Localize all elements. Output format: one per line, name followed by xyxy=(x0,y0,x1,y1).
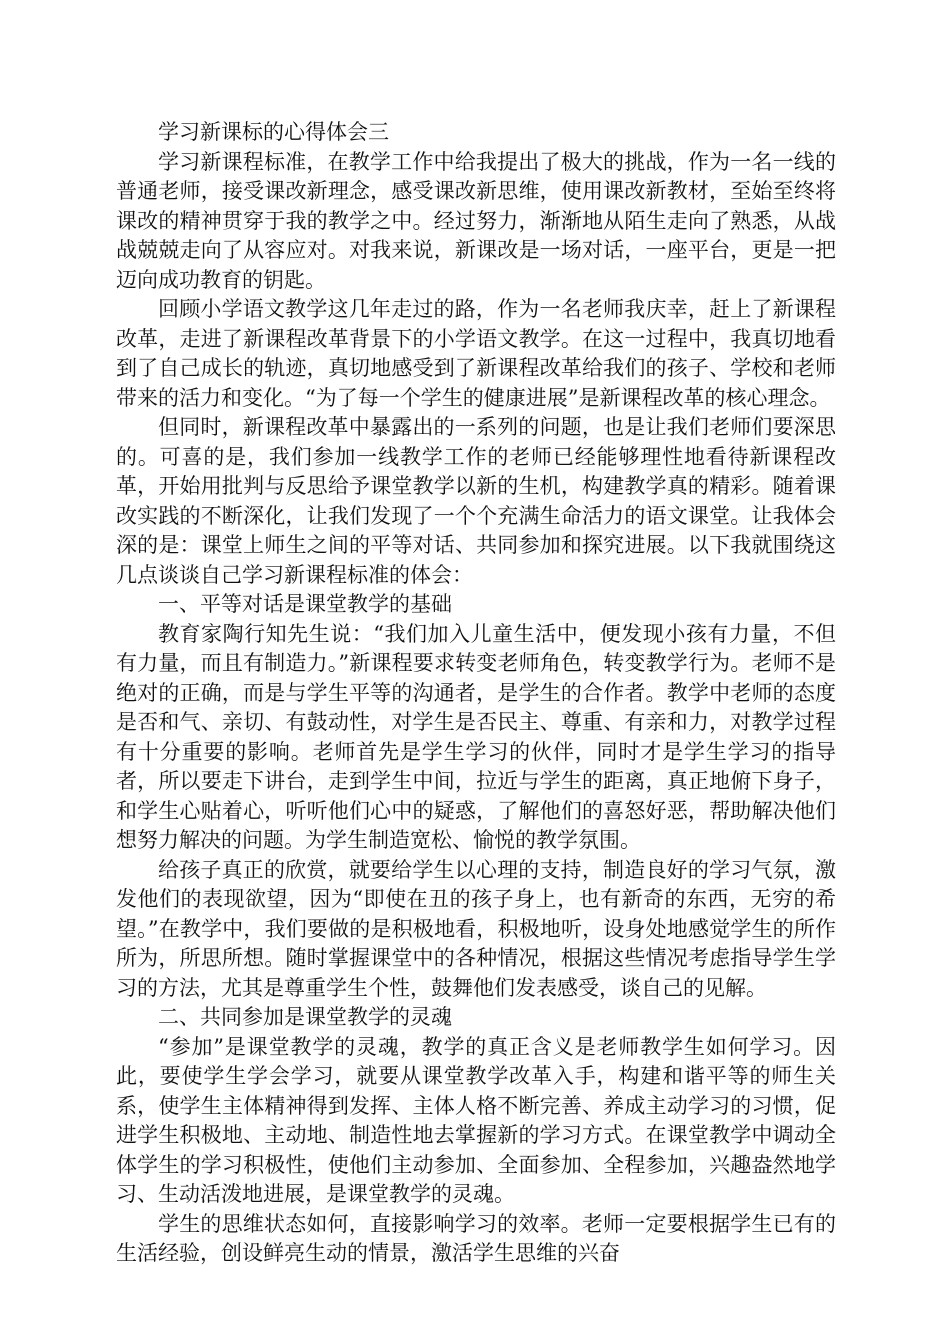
paragraph: 学生的思维状态如何，直接影响学习的效率。老师一定要根据学生已有的生活经验，创设鲜亮生动的情景，激活学生思维的兴奋 xyxy=(116,1211,836,1265)
section-heading: 一、平等对话是课堂教学的基础 xyxy=(158,592,452,616)
paragraph: 学习新课程标准，在教学工作中给我提出了极大的挑战，作为一名一线的普通老师，接受课改新理念，感受课改新思维，使用课改新教材，至始至终将课改的精神贯穿于我的教学之中。经过努力，渐渐地从陌生走向了熟悉，从战战兢兢走向了从容应对。对我来说，新课改是一场对话，一座平台，更是一把迈向成功教育的钥匙。 xyxy=(116,149,836,292)
section-heading: 二、共同参加是课堂教学的灵魂 xyxy=(158,1005,452,1029)
paragraph: “参加”是课堂教学的灵魂，教学的真正含义是老师教学生如何学习。因此，要使学生学会学习，就要从课堂教学改革入手，构建和谐平等的师生关系，使学生主体精神得到发挥、主体人格不断完善、养成主动学习的习惯，促进学生积极地、主动地、制造性地去掌握新的学习方式。在课堂教学中调动全体学生的学习积极性，使他们主动参加、全面参加、全程参加，兴趣盎然地学习、生动活泼地进展，是课堂教学的灵魂。 xyxy=(116,1034,836,1206)
paragraph: 但同时，新课程改革中暴露出的一系列的问题，也是让我们老师们要深思的。可喜的是，我们参加一线教学工作的老师已经能够理性地看待新课程改革，开始用批判与反思给予课堂教学以新的生机，构建教学真的精彩。随着课改实践的不断深化，让我们发现了一个个充满生命活力的语文课堂。让我体会深的是：课堂上师生之间的平等对话、共同参加和探究进展。以下我就围绕这几点谈谈自己学习新课程标准的体会： xyxy=(116,415,836,587)
paragraph: 回顾小学语文教学这几年走过的路，作为一名老师我庆幸，赶上了新课程改革，走进了新课程改革背景下的小学语文教学。在这一过程中，我真切地看到了自己成长的轨迹，真切地感受到了新课程改革给我们的孩子、学校和老师带来的活力和变化。“为了每一个学生的健康进展”是新课程改革的核心理念。 xyxy=(116,297,836,410)
document-body xyxy=(116,118,836,1269)
document-title: 学习新课标的心得体会三 xyxy=(158,120,389,144)
paragraph: 给孩子真正的欣赏，就要给学生以心理的支持，制造良好的学习气氛，激发他们的表现欲望，因为“即使在丑的孩子身上，也有新奇的东西，无穷的希望。”在教学中，我们要做的是积极地看，积极地听，设身处地感觉学生的所作所为，所思所想。随时掌握课堂中的各种情况，根据这些情况考虑指导学生学习的方法，尤其是尊重学生个性，鼓舞他们发表感受，谈自己的见解。 xyxy=(116,857,836,1000)
paragraph: 教育家陶行知先生说：“我们加入儿童生活中，便发现小孩有力量，不但有力量，而且有制造力。”新课程要求转变老师角色，转变教学行为。老师不是绝对的正确，而是与学生平等的沟通者，是学生的合作者。教学中老师的态度是否和气、亲切、有鼓动性，对学生是否民主、尊重、有亲和力，对教学过程有十分重要的影响。老师首先是学生学习的伙伴，同时才是学生学习的指导者，所以要走下讲台，走到学生中间，拉近与学生的距离，真正地俯下身子，和学生心贴着心，听听他们心中的疑惑，了解他们的喜怒好恶，帮助解决他们想努力解决的问题。为学生制造宽松、愉悦的教学氛围。 xyxy=(116,621,836,852)
